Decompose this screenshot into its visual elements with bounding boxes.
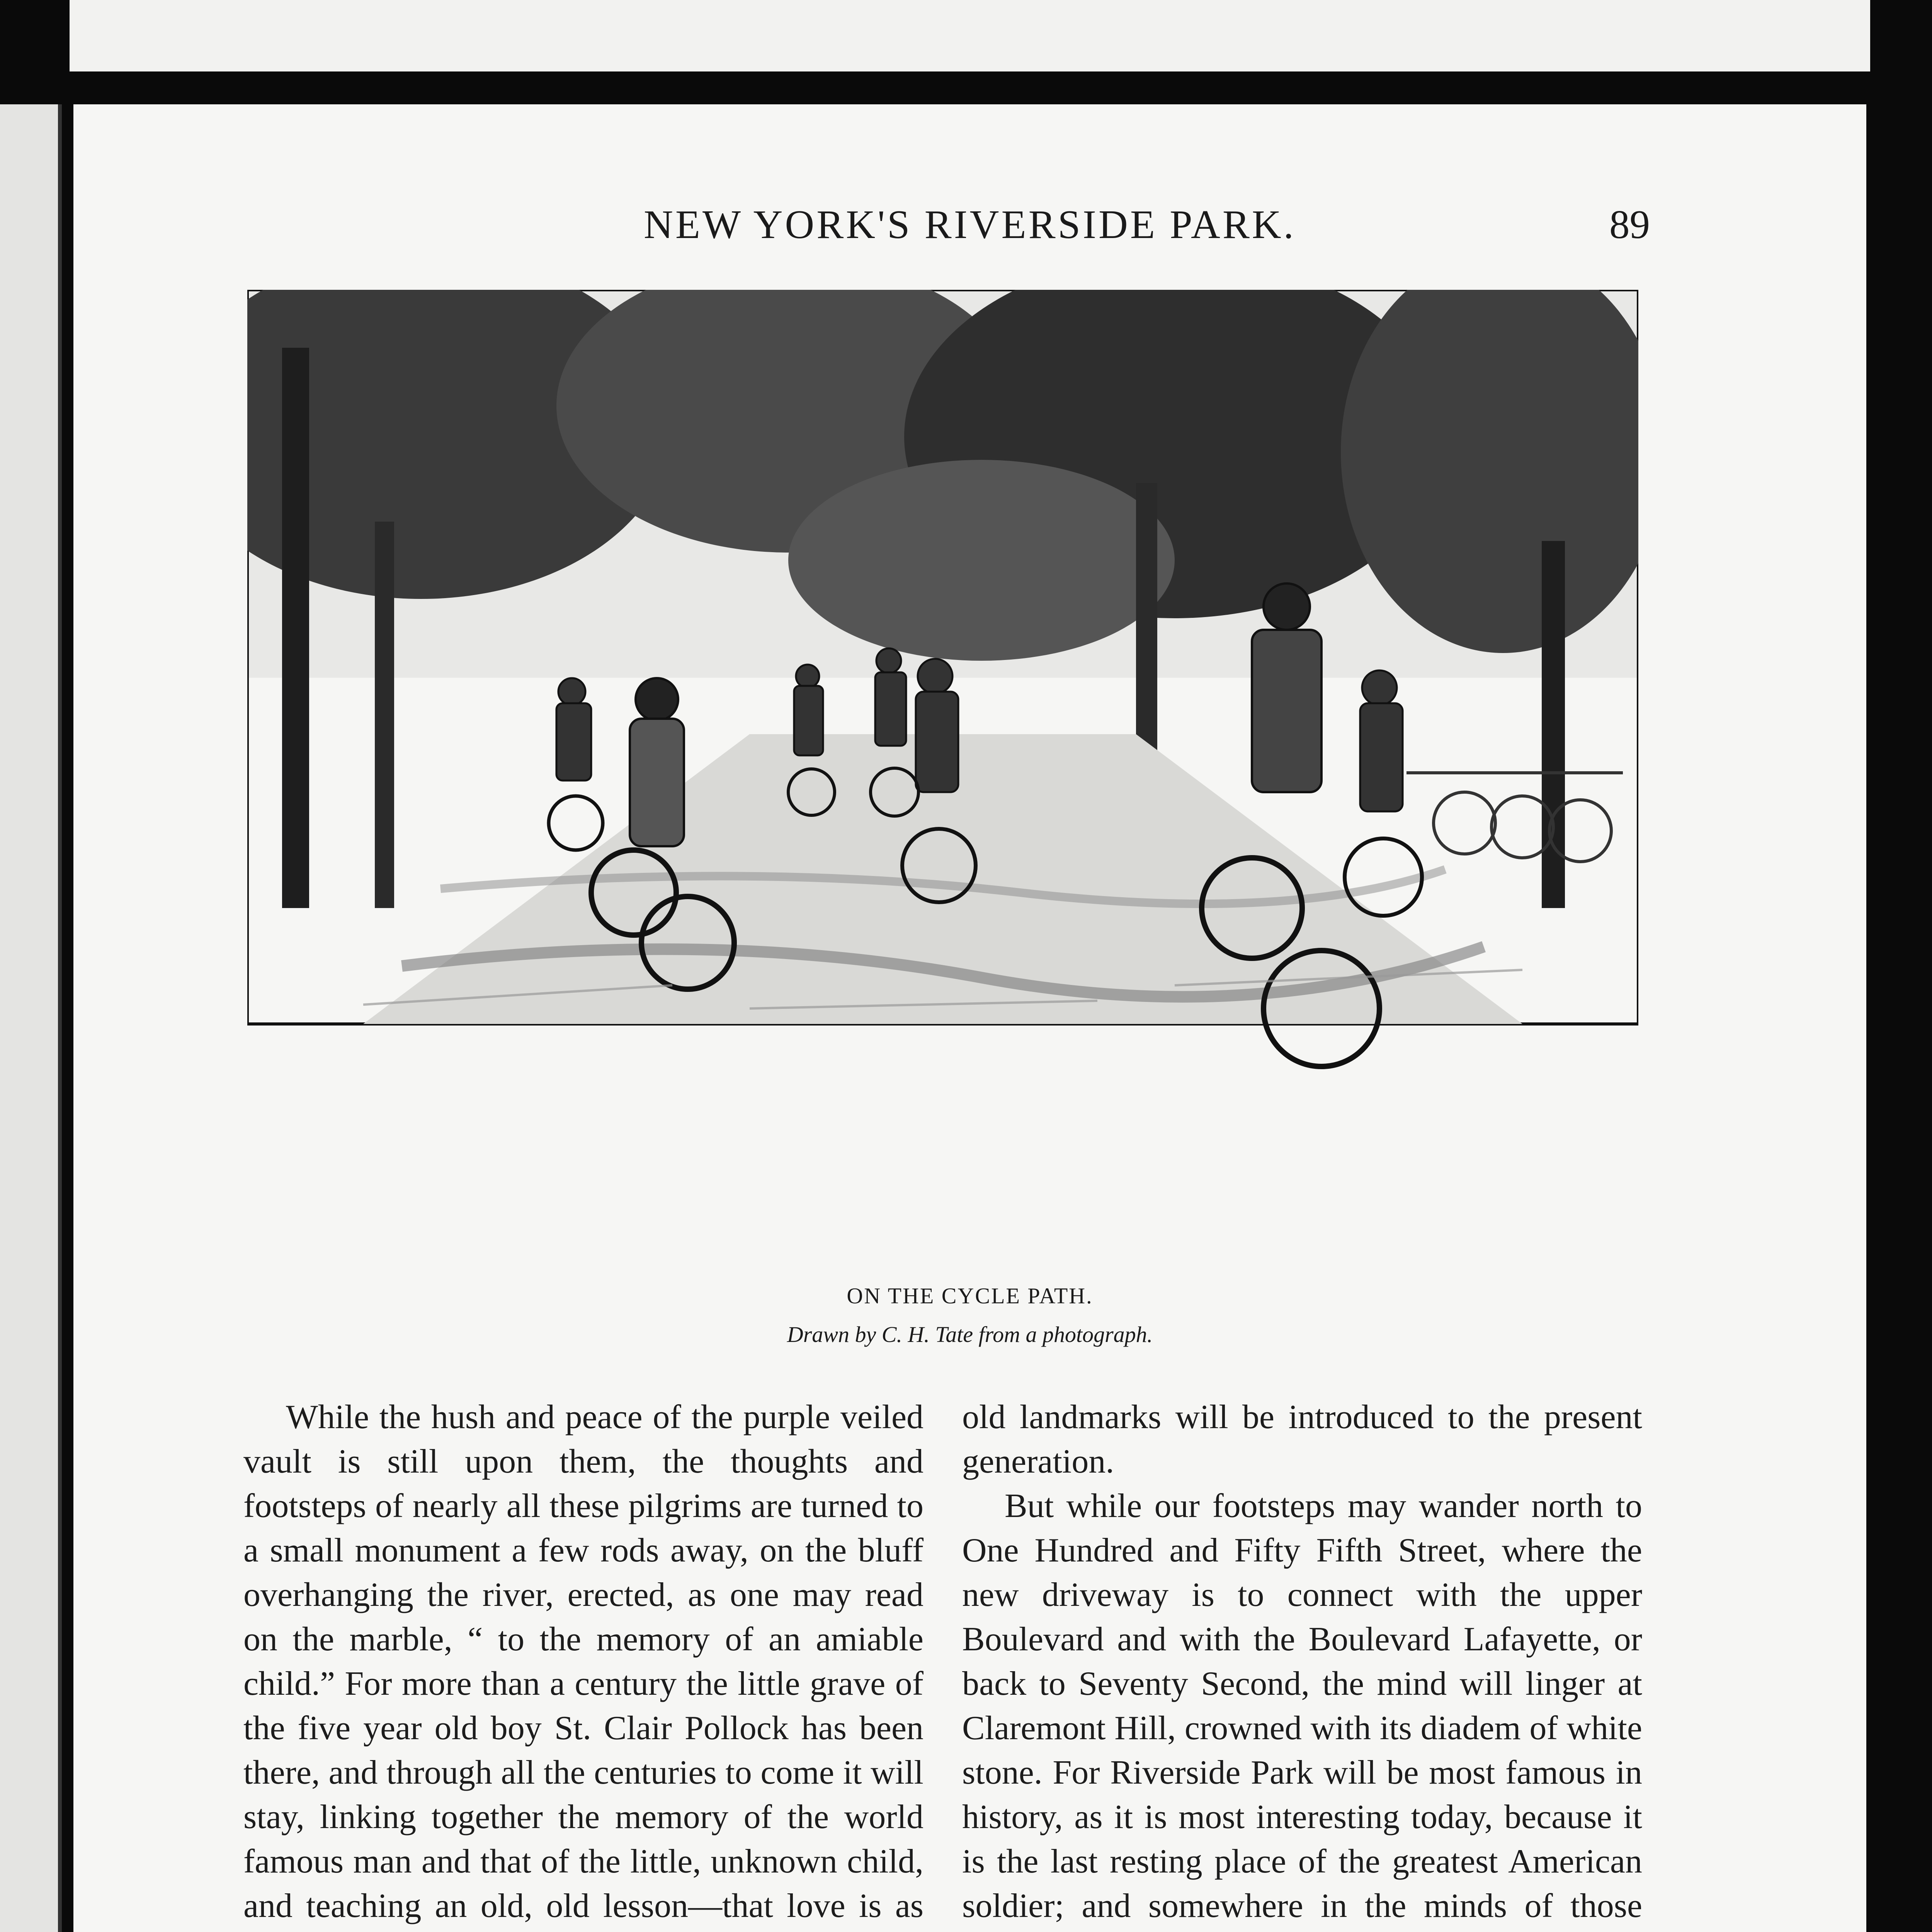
previous-page-sliver <box>70 0 1870 71</box>
illustration-caption-credit: Drawn by C. H. Tate from a photograph. <box>787 1322 1153 1347</box>
illustration-caption-title: ON THE CYCLE PATH. <box>847 1283 1093 1308</box>
left-text-column <box>243 1395 923 1932</box>
right-text-column <box>962 1395 1642 1932</box>
paragraph: But while our footsteps may wander north to One Hundred and Fifty Fifth Street, where the new driveway is to connect with the upper Boulevard and with the Boulevard Lafayette, or back to Seventy Second, the mind will linger at Claremont Hill, crowned with its diadem of white stone. For Riverside Park will be most famous in history, as it is most interesting today, because it is the last resting place of the greatest American soldier; and somewhere in the minds of those <box>962 1487 1642 1925</box>
paragraph: While the hush and peace of the purple veiled vault is still upon them, the thoughts and footsteps of nearly all these pilgrims are turned to a small monument a few rods away, on the bluff overhanging the river, erected, as one may read on the marble, “ to the memory of an amiable child.” For more than a century the little grave of the five year old boy St. Clair Pollock has been there, and through all the centuries to come it will stay, linking together the memory of the world famous man and that of the little, unknown child, and teaching an old, old lesson—that love is as <box>243 1398 923 1925</box>
engraving-image <box>247 290 1638 1294</box>
running-head <box>73 201 1866 255</box>
facing-page-edge <box>0 104 62 1932</box>
paragraph-continuation: old landmarks will be introduced to the present generation. <box>962 1398 1642 1480</box>
illustration-cycle-path <box>247 290 1638 1294</box>
page-number: 89 <box>1609 202 1650 247</box>
running-head-title: NEW YORK'S RIVERSIDE PARK. <box>644 202 1296 247</box>
book-page <box>73 104 1866 1932</box>
